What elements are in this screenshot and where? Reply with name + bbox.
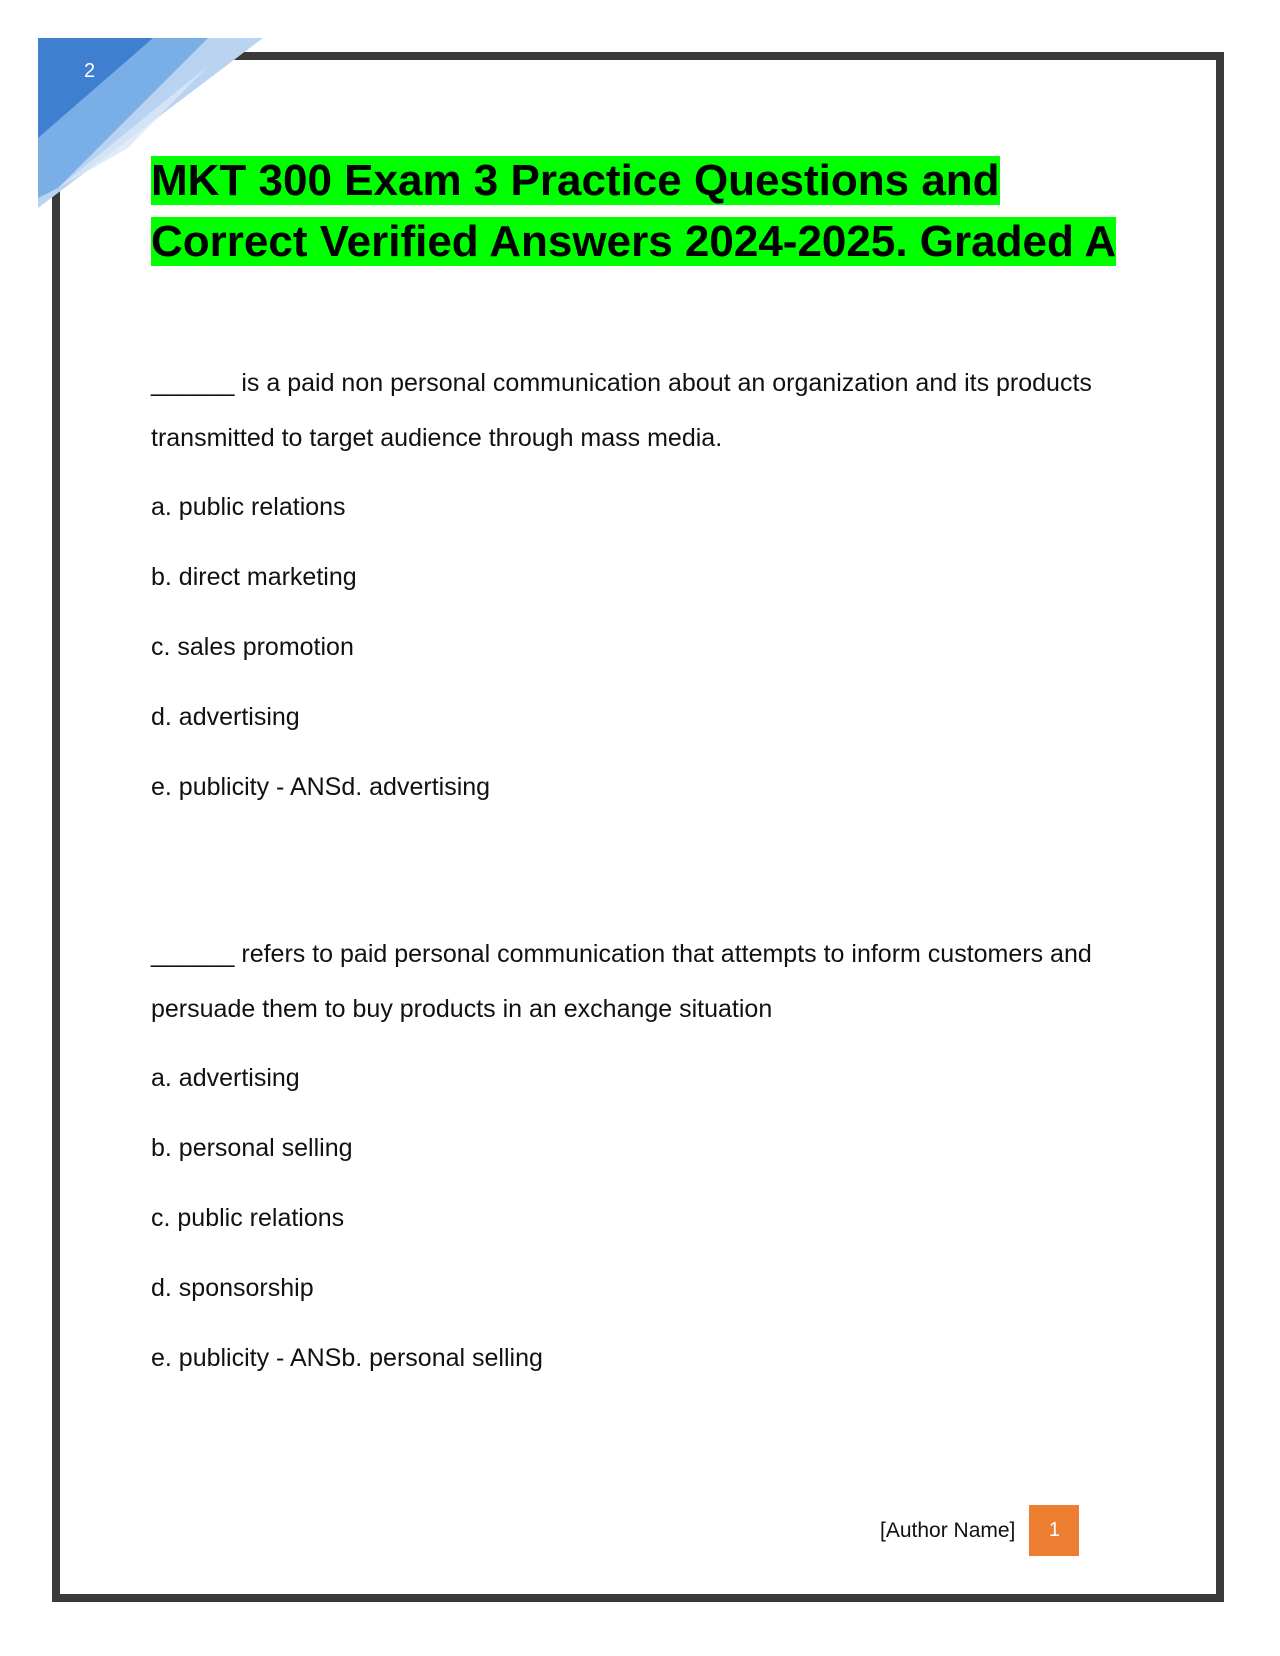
answer-option-b: b. direct marketing [151,563,357,591]
page-footer [880,1505,1079,1556]
title-line-2: Correct Verified Answers 2024-2025. Graded A [151,217,1117,266]
question-text: ______ is a paid non personal communication about an organization and its products transmitted to target audience through mass media. [151,369,1092,452]
answer-option-d: d. sponsorship [151,1274,314,1302]
answer-option-c: c. sales promotion [151,633,354,661]
title-line-1: MKT 300 Exam 3 Practice Questions and [151,156,1000,205]
answer-option-e: e. publicity - ANSd. advertising [151,773,491,801]
answer-option-a: a. advertising [151,1064,300,1092]
question-spacer [151,816,1131,927]
question-block-2 [151,927,1131,1387]
page-number-badge: 1 [1029,1505,1079,1556]
question-block-1 [151,356,1131,816]
corner-page-number: 2 [84,60,96,82]
answer-option-c: c. public relations [151,1204,345,1232]
question-text: ______ refers to paid personal communication that attempts to inform customers and persuade them to buy products in an exchange situation [151,940,1092,1023]
answer-option-d: d. advertising [151,703,300,731]
author-name: [Author Name] [880,1518,1016,1542]
document-title [151,150,1151,272]
answer-option-e: e. publicity - ANSb. personal selling [151,1344,543,1372]
question-list [151,356,1131,1387]
answer-option-a: a. public relations [151,493,346,521]
answer-option-b: b. personal selling [151,1134,353,1162]
